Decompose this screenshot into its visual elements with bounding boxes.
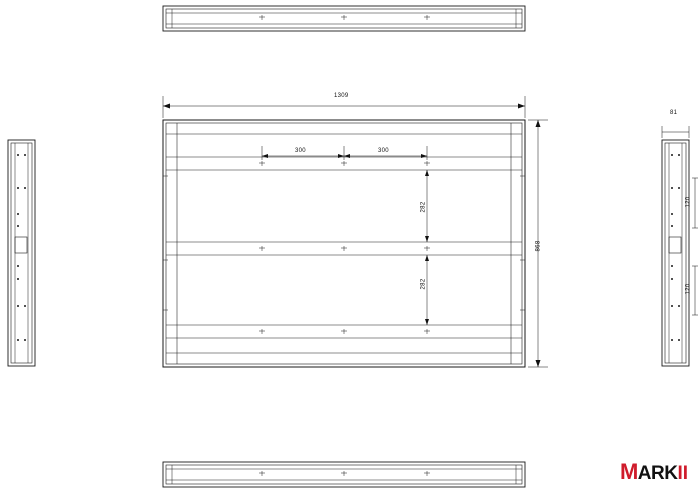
dimension-side-depth: 81 bbox=[670, 110, 678, 116]
top-view bbox=[163, 6, 525, 31]
bottom-view bbox=[163, 462, 525, 487]
dimension-rail-gap-lower: 282 bbox=[420, 278, 427, 290]
dimension-spacing-left: 300 bbox=[295, 148, 306, 154]
dimension-side-hole-upper: 120 bbox=[685, 196, 692, 208]
logo-letters-ark: ARK bbox=[637, 463, 678, 484]
dimension-spacing-right: 300 bbox=[378, 148, 389, 154]
logo-letter-m: M bbox=[619, 459, 638, 484]
left-side-view bbox=[8, 140, 35, 366]
logo-letters-ii: II bbox=[677, 463, 688, 484]
markii-logo bbox=[620, 461, 688, 483]
dimension-side-hole-lower: 120 bbox=[685, 283, 692, 295]
dimension-lines bbox=[163, 96, 548, 367]
dimension-overall-height: 868 bbox=[535, 240, 542, 252]
right-side-view bbox=[662, 126, 698, 366]
dimension-rail-gap-upper: 282 bbox=[420, 201, 427, 213]
dimension-overall-width: 1309 bbox=[334, 93, 349, 99]
